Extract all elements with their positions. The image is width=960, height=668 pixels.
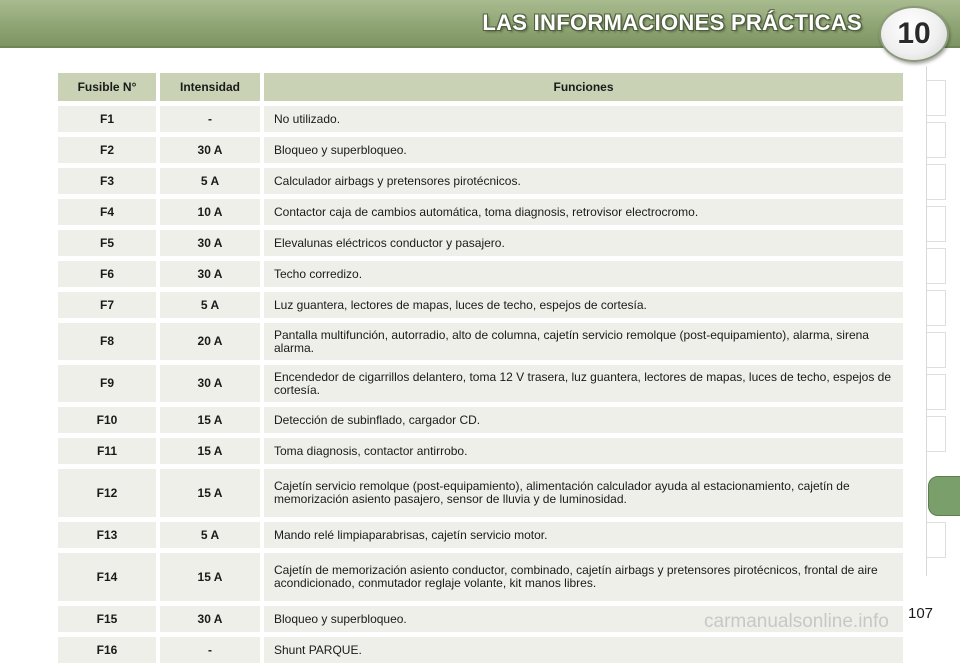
fuse-number: F13 bbox=[58, 522, 160, 548]
fuse-intensity: - bbox=[160, 106, 264, 132]
header-fuse-number: Fusible N° bbox=[58, 73, 160, 101]
fuse-number: F16 bbox=[58, 637, 160, 663]
fuse-intensity: 30 A bbox=[160, 365, 264, 402]
fuse-number: F9 bbox=[58, 365, 160, 402]
table-row bbox=[58, 137, 903, 163]
side-tab[interactable] bbox=[927, 416, 946, 452]
fuse-number: F12 bbox=[58, 469, 160, 517]
fuse-function: Mando relé limpiaparabrisas, cajetín servicio motor. bbox=[264, 522, 903, 548]
fuse-intensity: 15 A bbox=[160, 438, 264, 464]
table-row bbox=[58, 407, 903, 433]
table-row bbox=[58, 106, 903, 132]
fuse-intensity: 15 A bbox=[160, 469, 264, 517]
side-tab[interactable] bbox=[927, 248, 946, 284]
fuse-intensity: 5 A bbox=[160, 168, 264, 194]
fuse-intensity: 30 A bbox=[160, 261, 264, 287]
side-tab[interactable] bbox=[927, 522, 946, 558]
table-row bbox=[58, 365, 903, 402]
chapter-number: 10 bbox=[897, 17, 931, 50]
fuse-number: F8 bbox=[58, 323, 160, 360]
side-tab[interactable] bbox=[927, 122, 946, 158]
fuse-intensity: 10 A bbox=[160, 199, 264, 225]
fuse-number: F3 bbox=[58, 168, 160, 194]
page-title: LAS INFORMACIONES PRÁCTICAS bbox=[482, 10, 862, 35]
fuse-function: Pantalla multifunción, autorradio, alto de columna, cajetín servicio remolque (post-equipamiento), alarma, sirena alarma. bbox=[264, 323, 903, 360]
fuse-intensity: - bbox=[160, 637, 264, 663]
header-intensity: Intensidad bbox=[160, 73, 264, 101]
fuse-number: F2 bbox=[58, 137, 160, 163]
fuse-function: Shunt PARQUE. bbox=[264, 637, 903, 663]
fuse-table bbox=[58, 68, 903, 668]
fuse-intensity: 30 A bbox=[160, 230, 264, 256]
fuse-function: Bloqueo y superbloqueo. bbox=[264, 137, 903, 163]
fuse-intensity: 5 A bbox=[160, 522, 264, 548]
fuse-function: Bloqueo y superbloqueo. bbox=[264, 606, 903, 632]
fuse-number: F1 bbox=[58, 106, 160, 132]
fuse-function: Elevalunas eléctricos conductor y pasajero. bbox=[264, 230, 903, 256]
table-row bbox=[58, 637, 903, 663]
fuse-function: Calculador airbags y pretensores pirotécnicos. bbox=[264, 168, 903, 194]
table-row bbox=[58, 168, 903, 194]
side-tab[interactable] bbox=[927, 290, 946, 326]
table-row bbox=[58, 230, 903, 256]
table-row bbox=[58, 199, 903, 225]
fuse-function: Cajetín servicio remolque (post-equipamiento), alimentación calculador ayuda al estacionamiento, cajetín de memorización asiento pasajero, sensor de lluvia y de luminosidad. bbox=[264, 469, 903, 517]
fuse-intensity: 15 A bbox=[160, 553, 264, 601]
fuse-function: Techo corredizo. bbox=[264, 261, 903, 287]
side-tab[interactable] bbox=[927, 332, 946, 368]
fuse-function: Detección de subinflado, cargador CD. bbox=[264, 407, 903, 433]
fuse-number: F4 bbox=[58, 199, 160, 225]
fuse-number: F14 bbox=[58, 553, 160, 601]
fuse-function: No utilizado. bbox=[264, 106, 903, 132]
table-row bbox=[58, 261, 903, 287]
side-tab[interactable] bbox=[927, 164, 946, 200]
watermark: carmanualsonline.info bbox=[704, 611, 889, 632]
fuse-number: F6 bbox=[58, 261, 160, 287]
chapter-badge bbox=[879, 6, 949, 62]
fuse-number: F7 bbox=[58, 292, 160, 318]
fuse-number: F15 bbox=[58, 606, 160, 632]
header-functions: Funciones bbox=[264, 73, 903, 101]
table-row bbox=[58, 522, 903, 548]
side-tab-active[interactable] bbox=[928, 476, 960, 516]
side-tab[interactable] bbox=[927, 80, 946, 116]
fuse-intensity: 5 A bbox=[160, 292, 264, 318]
fuse-intensity: 20 A bbox=[160, 323, 264, 360]
fuse-function: Cajetín de memorización asiento conductor, combinado, cajetín airbags y pretensores pirotécnicos, frontal de aire acondicionado, conmutador reglaje volante, kit manos libres. bbox=[264, 553, 903, 601]
fuse-function: Toma diagnosis, contactor antirrobo. bbox=[264, 438, 903, 464]
fuse-function: Contactor caja de cambios automática, toma diagnosis, retrovisor electrocromo. bbox=[264, 199, 903, 225]
table-row bbox=[58, 438, 903, 464]
fuse-number: F10 bbox=[58, 407, 160, 433]
fuse-intensity: 30 A bbox=[160, 137, 264, 163]
table-header-row bbox=[58, 73, 903, 101]
table-row bbox=[58, 553, 903, 601]
fuse-number: F5 bbox=[58, 230, 160, 256]
side-tab[interactable] bbox=[927, 374, 946, 410]
table-row bbox=[58, 292, 903, 318]
table-row bbox=[58, 323, 903, 360]
fuse-intensity: 15 A bbox=[160, 407, 264, 433]
fuse-function: Encendedor de cigarrillos delantero, toma 12 V trasera, luz guantera, lectores de mapas, luces de techo, espejos de cortesía. bbox=[264, 365, 903, 402]
side-tab[interactable] bbox=[927, 206, 946, 242]
fuse-intensity: 30 A bbox=[160, 606, 264, 632]
fuse-number: F11 bbox=[58, 438, 160, 464]
fuse-function: Luz guantera, lectores de mapas, luces de techo, espejos de cortesía. bbox=[264, 292, 903, 318]
page-number: 107 bbox=[908, 605, 934, 622]
table-row bbox=[58, 469, 903, 517]
